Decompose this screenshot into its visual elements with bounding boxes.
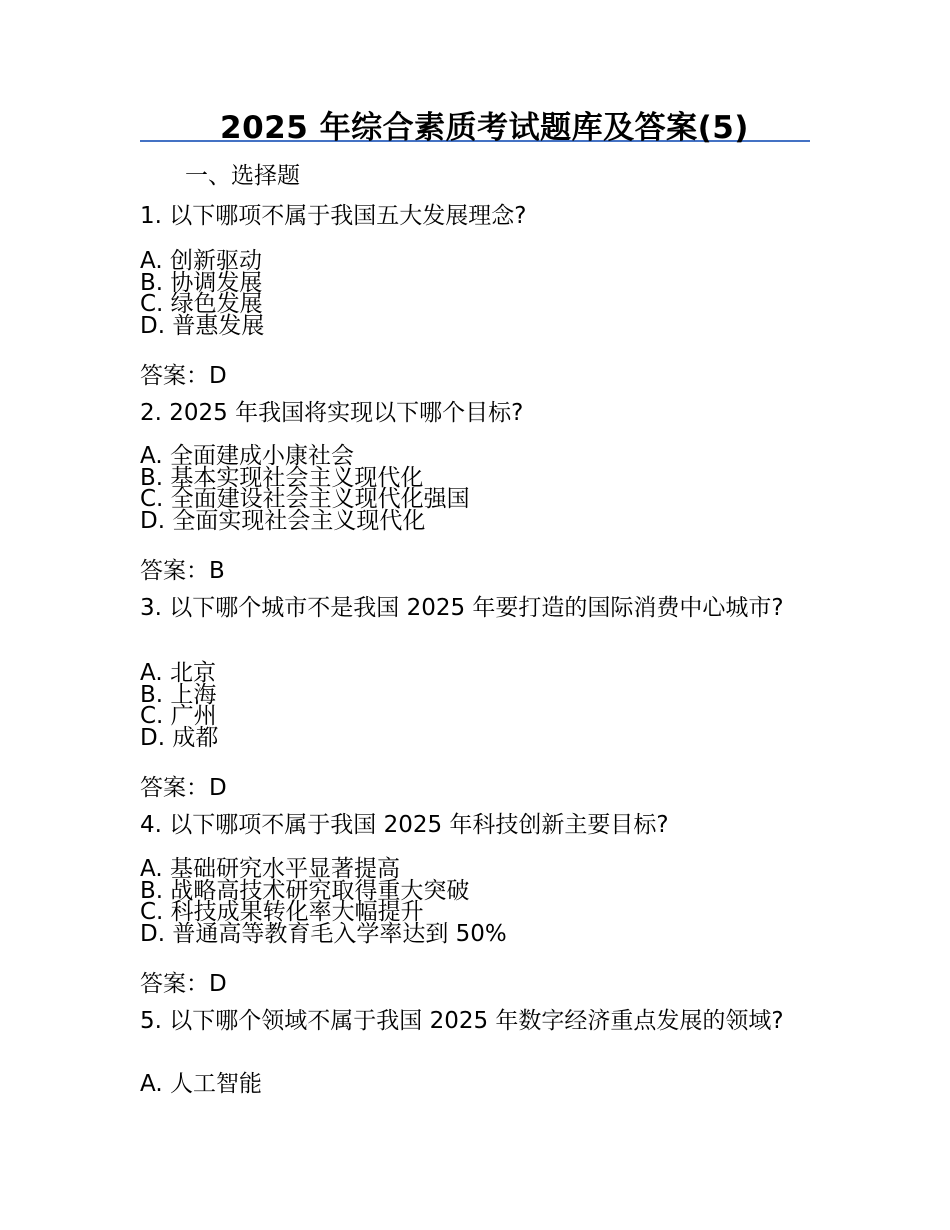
question-1-text: 1. 以下哪项不属于我国五大发展理念?	[140, 203, 527, 229]
question-3-text: 3. 以下哪个城市不是我国 2025 年要打造的国际消费中心城市?	[140, 595, 784, 621]
option-b: B. 战略高技术研究取得重大突破	[140, 877, 470, 904]
option-a: A. 北京	[140, 660, 216, 686]
option-b: B. 上海	[140, 681, 217, 708]
option-a: A. 人工智能	[140, 1071, 262, 1097]
option-d: D. 普惠发展	[140, 312, 265, 339]
option-c: C. 科技成果转化率大幅提升	[140, 899, 424, 925]
question-4-answer: 答案：D	[140, 971, 227, 997]
option-a: A. 基础研究水平显著提高	[140, 856, 400, 882]
question-4-text: 4. 以下哪项不属于我国 2025 年科技创新主要目标?	[140, 812, 669, 838]
question-2-options	[140, 443, 470, 534]
option-c: C. 全面建设社会主义现代化强国	[140, 486, 470, 512]
question-5-text: 5. 以下哪个领域不属于我国 2025 年数字经济重点发展的领域?	[140, 1008, 784, 1034]
option-b: B. 基本实现社会主义现代化	[140, 464, 424, 491]
option-a: A. 全面建成小康社会	[140, 443, 354, 469]
option-b: B. 协调发展	[140, 269, 263, 296]
question-3-answer: 答案：D	[140, 775, 227, 801]
option-c: C. 绿色发展	[140, 291, 263, 317]
option-a: A. 创新驱动	[140, 248, 262, 274]
question-5-options	[140, 1073, 262, 1095]
document-title: 2025 年综合素质考试题库及答案(5)	[220, 110, 749, 146]
option-d: D. 成都	[140, 724, 219, 751]
section-heading: 一、选择题	[185, 163, 300, 189]
question-3-options	[140, 660, 219, 751]
option-d: D. 全面实现社会主义现代化	[140, 507, 426, 534]
option-c: C. 广州	[140, 703, 217, 729]
question-4-options	[140, 856, 507, 947]
question-2-text: 2. 2025 年我国将实现以下哪个目标?	[140, 400, 524, 426]
document-title-block	[140, 100, 810, 146]
question-1-answer: 答案：D	[140, 363, 227, 389]
question-2-answer: 答案：B	[140, 558, 225, 584]
question-1-options	[140, 248, 265, 339]
option-d: D. 普通高等教育毛入学率达到 50%	[140, 920, 507, 947]
